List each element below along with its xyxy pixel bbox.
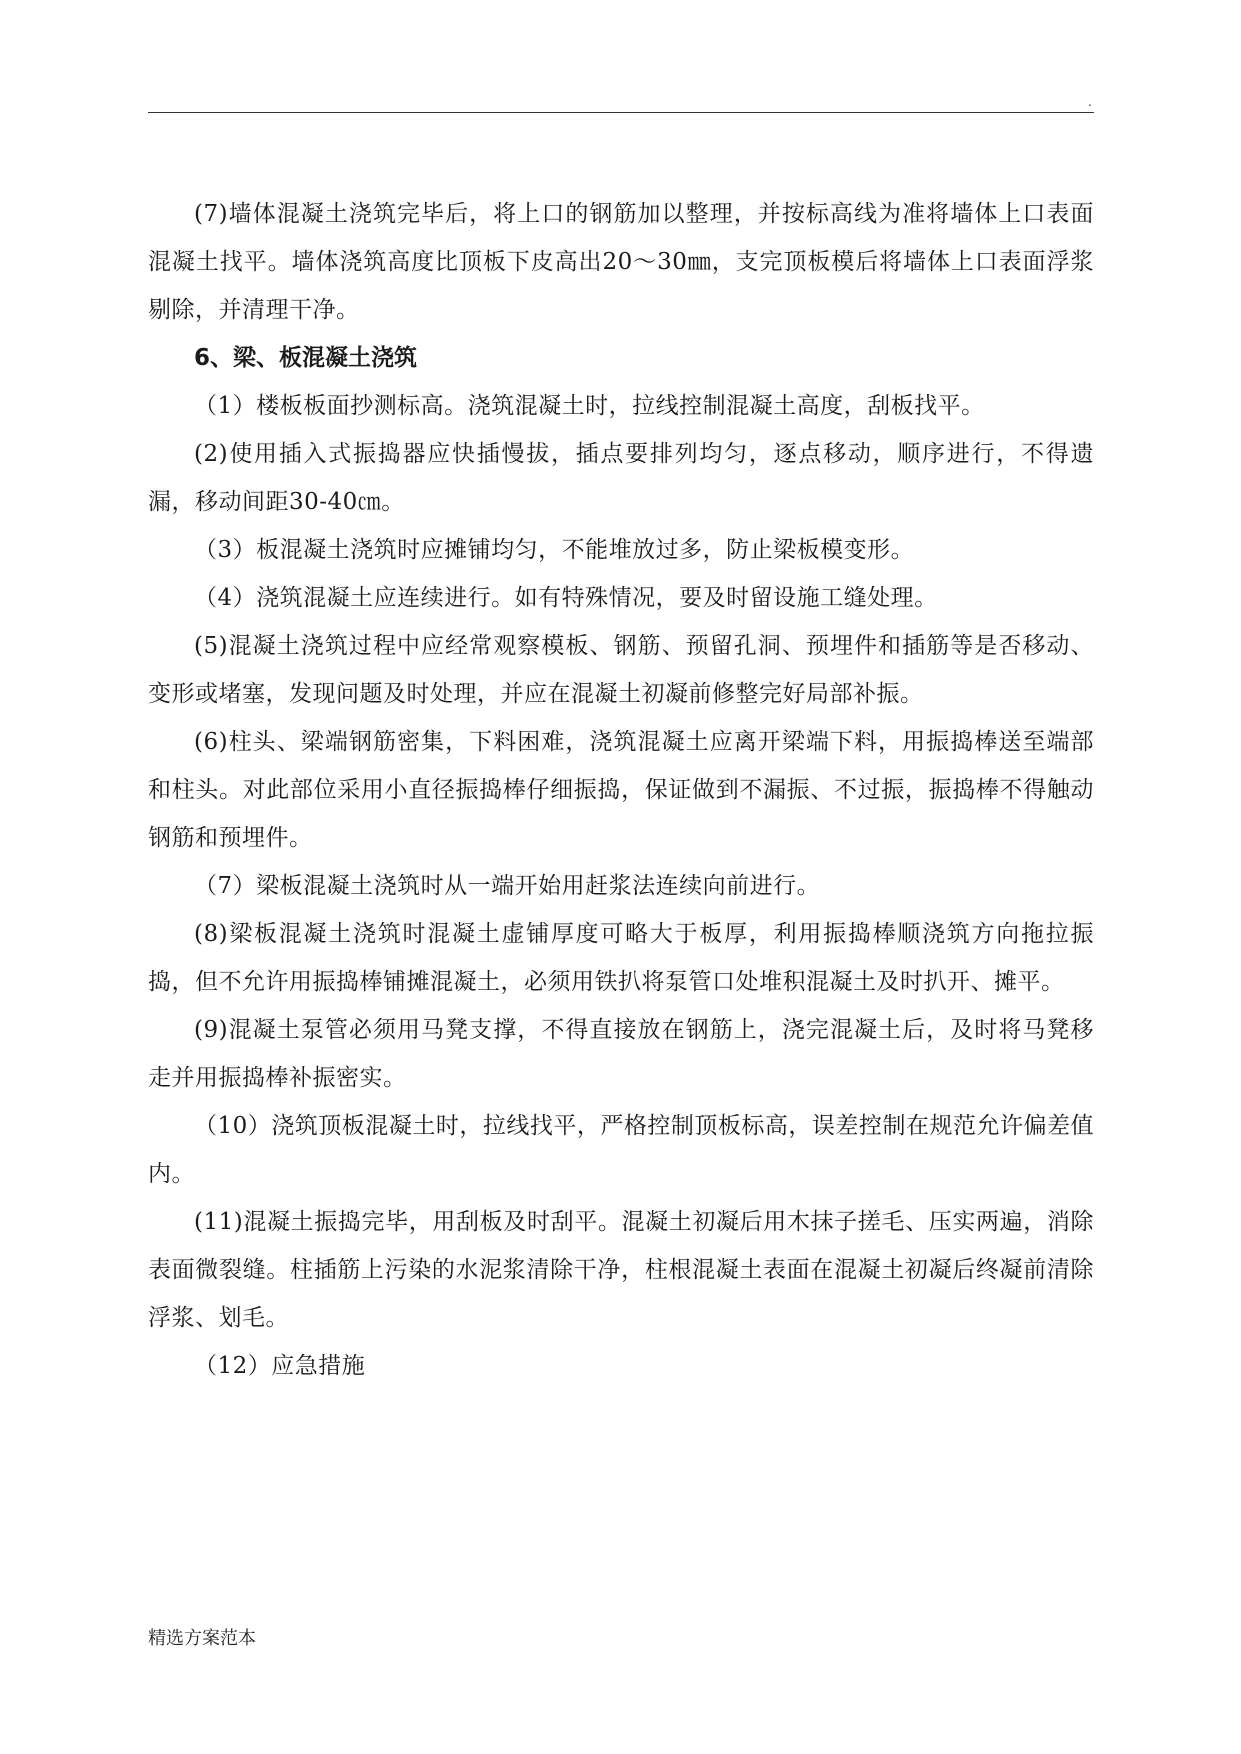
list-item: （3）板混凝土浇筑时应摊铺均匀，不能堆放过多，防止梁板模变形。 bbox=[194, 537, 915, 563]
header-rule bbox=[148, 112, 1094, 113]
page-footer: 精选方案范本 bbox=[148, 1628, 256, 1649]
list-item: (9)混凝土泵管必须用马凳支撑，不得直接放在钢筋上，浇完混凝土后，及时将马凳移走并用振捣棒补振密实。 bbox=[148, 1017, 1094, 1091]
list-item: （1）楼板板面抄测标高。浇筑混凝土时，拉线控制混凝土高度，刮板找平。 bbox=[194, 393, 985, 419]
list-item: （10）浇筑顶板混凝土时，拉线找平，严格控制顶板标高，误差控制在规范允许偏差值内。 bbox=[148, 1113, 1094, 1187]
list-item: (6)柱头、梁端钢筋密集，下料困难，浇筑混凝土应离开梁端下料，用振捣棒送至端部和柱头。对此部位采用小直径振捣棒仔细振捣，保证做到不漏振、不过振，振捣棒不得触动钢筋和预埋件。 bbox=[148, 729, 1094, 851]
list-item: （7）梁板混凝土浇筑时从一端开始用赶浆法连续向前进行。 bbox=[194, 873, 821, 899]
document-body bbox=[148, 190, 1094, 1390]
list-item: (11)混凝土振捣完毕，用刮板及时刮平。混凝土初凝后用木抹子搓毛、压实两遍，消除表面微裂缝。柱插筋上污染的水泥浆清除干净，柱根混凝土表面在混凝土初凝后终凝前清除浮浆、划毛。 bbox=[148, 1209, 1094, 1331]
list-item: （4）浇筑混凝土应连续进行。如有特殊情况，要及时留设施工缝处理。 bbox=[194, 585, 938, 611]
header-mark: . bbox=[1088, 95, 1092, 109]
list-item: (5)混凝土浇筑过程中应经常观察模板、钢筋、预留孔洞、预埋件和插筋等是否移动、变形或堵塞，发现问题及时处理，并应在混凝土初凝前修整完好局部补振。 bbox=[148, 633, 1094, 707]
list-item: (8)梁板混凝土浇筑时混凝土虚铺厚度可略大于板厚，利用振捣棒顺浇筑方向拖拉振捣，但不允许用振捣棒铺摊混凝土，必须用铁扒将泵管口处堆积混凝土及时扒开、摊平。 bbox=[148, 921, 1094, 995]
list-item: (2)使用插入式振捣器应快插慢拔，插点要排列均匀，逐点移动，顺序进行，不得遗漏，移动间距30-40㎝。 bbox=[148, 441, 1094, 515]
section-heading: 6、梁、板混凝土浇筑 bbox=[194, 345, 418, 371]
list-item: （12）应急措施 bbox=[194, 1353, 366, 1379]
paragraph-wall-pour-7: (7)墙体混凝土浇筑完毕后，将上口的钢筋加以整理，并按标高线为准将墙体上口表面混凝土找平。墙体浇筑高度比顶板下皮高出20～30㎜，支完顶板模后将墙体上口表面浮浆剔除，并清理干净。 bbox=[148, 201, 1094, 323]
